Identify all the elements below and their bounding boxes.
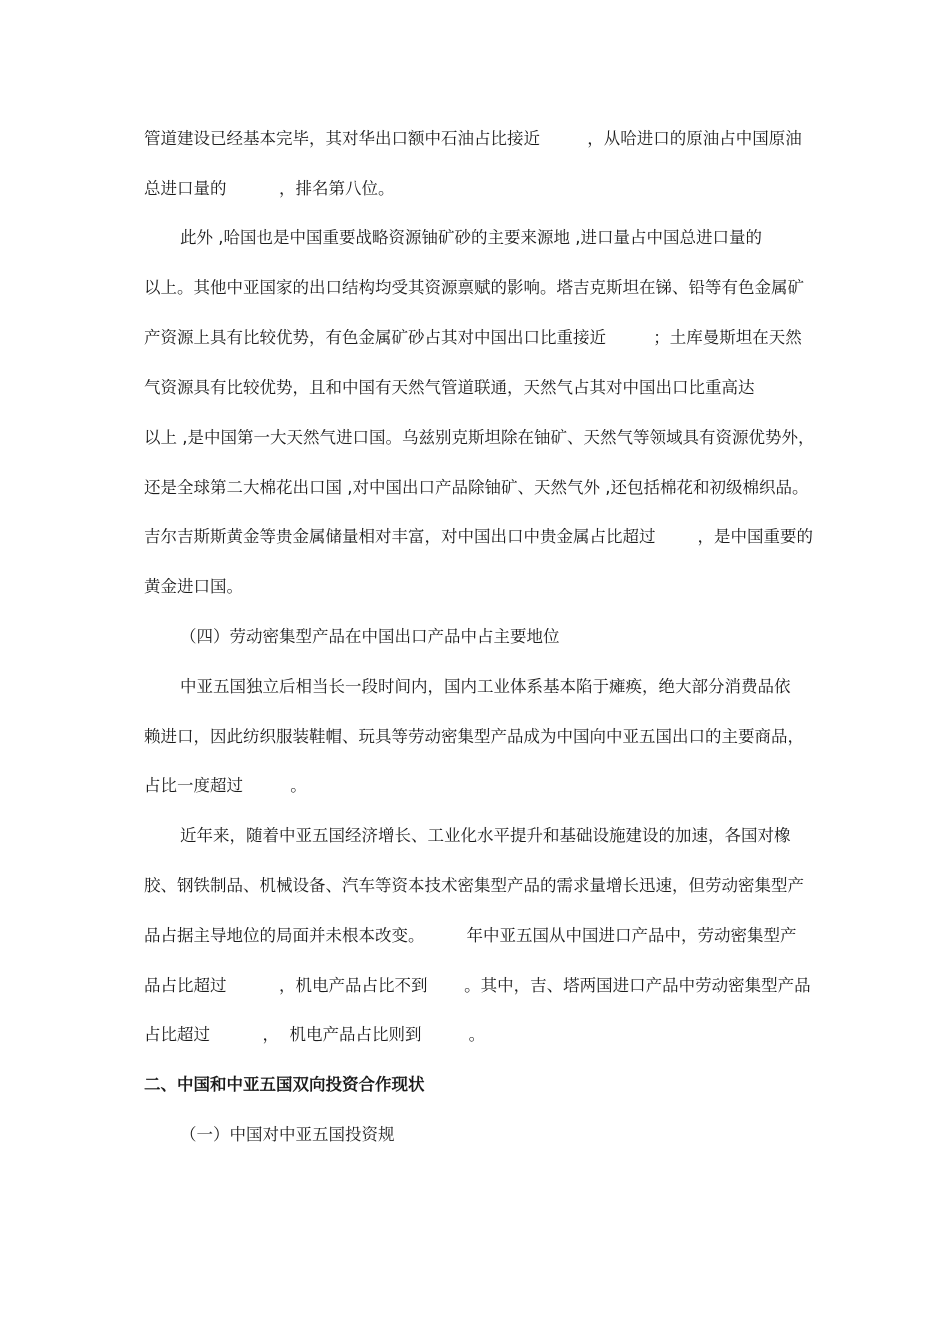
paragraph-line-7: 以上 ,是中国第一大天然气进口国。乌兹别克斯坦除在铀矿、天然气等领域具有资源优势外， [144,428,815,447]
paragraph-line-16: 胶、钢铁制品、机械设备、汽车等资本技术密集型产品的需求量增长迅速，但劳动密集型产 [144,876,804,895]
paragraph-line-17: 品占据主导地位的局面并未根本改变。 年中亚五国从中国进口产品中，劳动密集型产 [144,926,797,945]
chapter-heading-two: 二、中国和中亚五国双向投资合作现状 [144,1075,425,1094]
paragraph-line-12: 中亚五国独立后相当长一段时间内，国内工业体系基本陷于瘫痪，绝大部分消费品依 [180,677,791,696]
paragraph-line-9: 吉尔吉斯斯黄金等贵金属储量相对丰富，对中国出口中贵金属占比超过 ，是中国重要的 [144,527,813,546]
section-heading-one: （一）中国对中亚五国投资规 [180,1125,395,1144]
paragraph-line-10: 黄金进口国。 [144,577,243,596]
paragraph-line-19: 占比超过 ， 机电产品占比则到 。 [144,1025,486,1044]
paragraph-line-13: 赖进口，因此纺织服装鞋帽、玩具等劳动密集型产品成为中国向中亚五国出口的主要商品， [144,727,804,746]
paragraph-line-1: 管道建设已经基本完毕，其对华出口额中石油占比接近 ，从哈进口的原油占中国原油 [144,129,802,148]
paragraph-line-5: 产资源上具有比较优势，有色金属矿砂占其对中国出口比重接近 ；土库曼斯坦在天然 [144,328,802,347]
paragraph-line-4: 以上。其他中亚国家的出口结构均受其资源禀赋的影响。塔吉克斯坦在锑、铅等有色金属矿 [144,278,804,297]
paragraph-line-14: 占比一度超过 。 [144,776,307,795]
paragraph-line-8: 还是全球第二大棉花出口国 ,对中国出口产品除铀矿、天然气外 ,还包括棉花和初级棉织品。 [144,478,809,497]
paragraph-line-6: 气资源具有比较优势，且和中国有天然气管道联通，天然气占其对中国出口比重高达 [144,378,755,397]
paragraph-line-2: 总进口量的 ，排名第八位。 [144,179,395,198]
section-heading-four: （四）劳动密集型产品在中国出口产品中占主要地位 [180,627,560,646]
paragraph-line-15: 近年来，随着中亚五国经济增长、工业化水平提升和基础设施建设的加速，各国对橡 [180,826,791,845]
paragraph-line-18: 品占比超过 ，机电产品占比不到 。其中，吉、塔两国进口产品中劳动密集型产品 [144,976,811,995]
paragraph-line-3: 此外 ,哈国也是中国重要战略资源铀矿砂的主要来源地 ,进口量占中国总进口量的 [180,228,762,247]
